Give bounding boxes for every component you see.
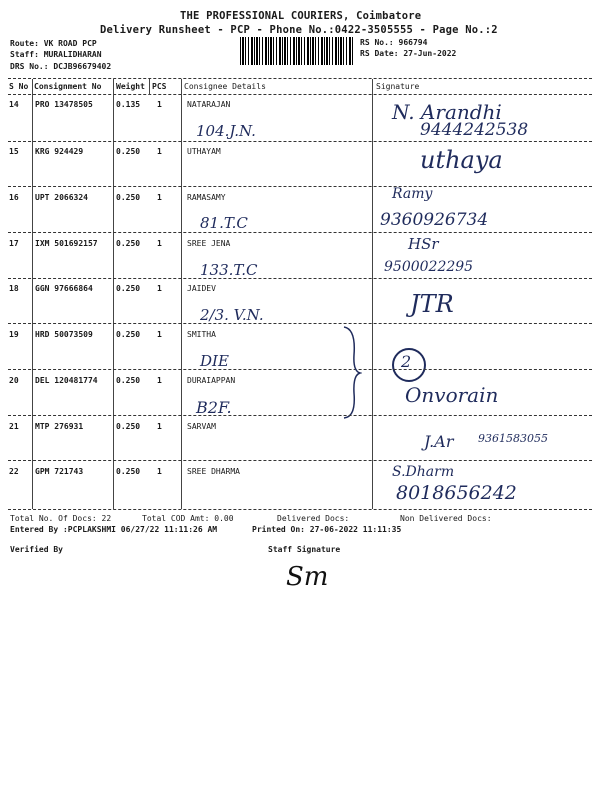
runsheet-title: Delivery Runsheet - PCP - Phone No.:0422-3505555 - Page No.:2 [100, 24, 498, 36]
row-weight: 0.250 [116, 239, 141, 248]
staff-signature-label: Staff Signature [268, 545, 341, 554]
handwritten-phone: 9500022295 [384, 259, 474, 275]
handwritten-phone: 9444242538 [420, 120, 529, 140]
row-weight: 0.250 [116, 376, 141, 385]
row-consignee: SREE JENA [187, 239, 231, 248]
drs-number: DRS No.: DCJB96679402 [10, 62, 112, 71]
row-consignment: PRO 13478505 [35, 100, 93, 109]
row-consignment: IXM 501692157 [35, 239, 98, 248]
verified-by: Verified By [10, 545, 63, 554]
handwritten-signature: HSr [408, 235, 439, 253]
row-pcs: 1 [157, 147, 162, 156]
col-signature: Signature [376, 82, 420, 91]
row-weight: 0.250 [116, 193, 141, 202]
handwritten-address: B2F. [196, 398, 232, 417]
col-rule [181, 79, 182, 509]
row-pcs: 1 [157, 239, 162, 248]
non-delivered-docs: Non Delivered Docs: [400, 514, 492, 523]
handwritten-address: DIE [200, 352, 229, 370]
row-consignment: UPT 2066324 [35, 193, 88, 202]
handwritten-address: 2/3. V.N. [200, 306, 264, 324]
row-separator [8, 278, 592, 279]
row-separator [8, 141, 592, 142]
handwritten-signature: N. Arandhi [392, 100, 502, 124]
row-sno: 19 [9, 330, 19, 339]
rs-date: RS Date: 27-Jun-2022 [360, 49, 457, 58]
row-separator [8, 460, 592, 461]
handwritten-phone: 9360926734 [380, 210, 489, 230]
delivered-docs: Delivered Docs: [277, 514, 350, 523]
col-rule [32, 79, 33, 509]
handwritten-phone: 8018656242 [396, 482, 517, 504]
row-separator [8, 186, 592, 187]
row-pcs: 1 [157, 467, 162, 476]
row-consignee: SMITHA [187, 330, 216, 339]
row-sno: 15 [9, 147, 19, 156]
row-sno: 17 [9, 239, 19, 248]
total-docs: Total No. Of Docs: 22 [10, 514, 112, 523]
table-bottom-rule [8, 509, 592, 510]
handwritten-address: 104.J.N. [196, 122, 256, 140]
route-label: Route: VK ROAD PCP [10, 39, 97, 48]
row-separator [8, 369, 592, 370]
col-rule [149, 79, 150, 95]
row-consignment: GPM 721743 [35, 467, 84, 476]
row-pcs: 1 [157, 330, 162, 339]
col-weight: Weight [116, 82, 145, 91]
row-pcs: 1 [157, 422, 162, 431]
row-consignment: HRD 50073509 [35, 330, 93, 339]
row-consignee: UTHAYAM [187, 147, 221, 156]
row-consignment: KRG 924429 [35, 147, 84, 156]
table-top-rule [8, 78, 592, 79]
handwritten-signature: Onvorain [405, 383, 499, 407]
handwritten-address: 81.T.C [200, 214, 248, 232]
row-weight: 0.250 [116, 467, 141, 476]
handwritten-signature: JTR [410, 290, 454, 318]
total-cod: Total COD Amt: 0.00 [142, 514, 234, 523]
row-separator [8, 323, 592, 324]
handwritten-phone: 9361583055 [478, 432, 548, 445]
col-rule [372, 79, 373, 509]
barcode [240, 37, 354, 65]
handwritten-signature: uthaya [420, 146, 503, 174]
row-sno: 22 [9, 467, 19, 476]
row-sno: 18 [9, 284, 19, 293]
staff-signature-mark: Sm [286, 562, 329, 592]
row-consignee: SREE DHARMA [187, 467, 240, 476]
company-name: THE PROFESSIONAL COURIERS, Coimbatore [180, 10, 422, 22]
row-separator [8, 232, 592, 233]
row-consignee: JAIDEV [187, 284, 216, 293]
handwritten-signature: S.Dharm [392, 464, 455, 480]
col-consignment: Consignment No [34, 82, 102, 91]
row-weight: 0.250 [116, 422, 141, 431]
brace-mark [340, 325, 362, 420]
circled-mark-number: 2 [401, 352, 412, 371]
row-sno: 20 [9, 376, 19, 385]
row-consignment: DEL 120481774 [35, 376, 98, 385]
row-consignment: MTP 276931 [35, 422, 84, 431]
row-consignment: GGN 97666864 [35, 284, 93, 293]
col-consignee: Consignee Details [184, 82, 266, 91]
row-sno: 14 [9, 100, 19, 109]
row-weight: 0.135 [116, 100, 141, 109]
staff-label: Staff: MURALIDHARAN [10, 50, 102, 59]
table-header-rule [8, 94, 592, 95]
row-consignee: SARVAM [187, 422, 216, 431]
row-pcs: 1 [157, 100, 162, 109]
row-consignee: RAMASAMY [187, 193, 226, 202]
col-pcs: PCS [152, 82, 167, 91]
row-weight: 0.250 [116, 147, 141, 156]
rs-number: RS No.: 966794 [360, 38, 428, 47]
handwritten-signature: Ramy [392, 186, 433, 202]
row-separator [8, 415, 592, 416]
row-sno: 16 [9, 193, 19, 202]
handwritten-address: 133.T.C [200, 261, 258, 279]
printed-on: Printed On: 27-06-2022 11:11:35 [252, 525, 402, 534]
row-pcs: 1 [157, 376, 162, 385]
row-consignee: DURAIAPPAN [187, 376, 236, 385]
row-sno: 21 [9, 422, 19, 431]
row-pcs: 1 [157, 284, 162, 293]
row-weight: 0.250 [116, 284, 141, 293]
row-pcs: 1 [157, 193, 162, 202]
col-rule [113, 79, 114, 509]
handwritten-signature: J.Ar [424, 432, 454, 451]
row-weight: 0.250 [116, 330, 141, 339]
row-consignee: NATARAJAN [187, 100, 231, 109]
col-sno: S No [9, 82, 29, 91]
entered-by: Entered By :PCPLAKSHMI 06/27/22 11:11:26 AM [10, 525, 218, 534]
